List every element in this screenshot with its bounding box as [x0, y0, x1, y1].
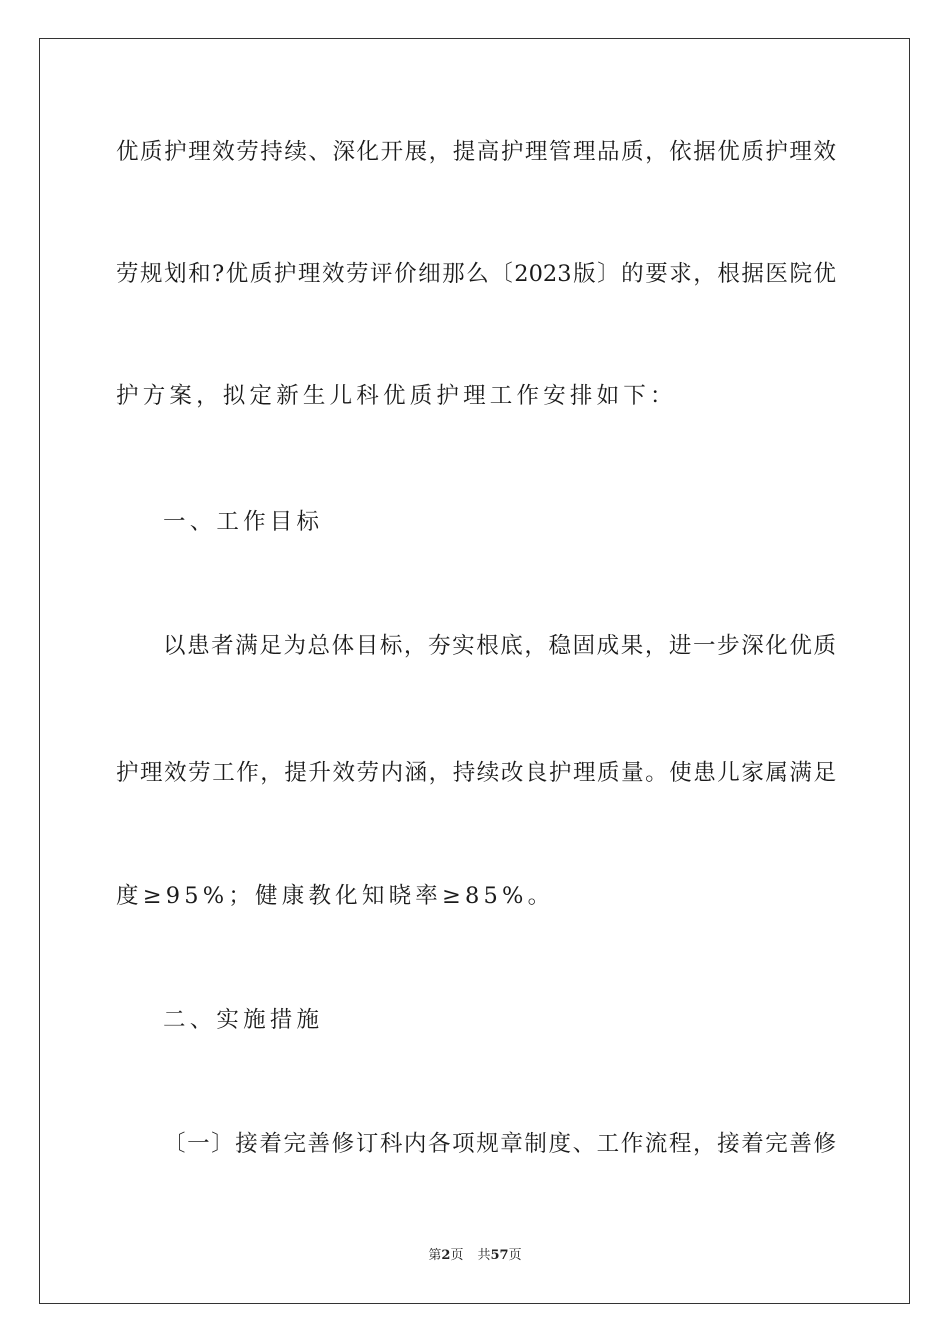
paragraph-line-9: 〔一〕接着完善修订科内各项规章制度、工作流程，接着完善修: [163, 1131, 836, 1157]
total-label-prefix: 共: [477, 1248, 491, 1263]
page-label-prefix: 第: [428, 1248, 442, 1263]
paragraph-line-2: 劳规划和?优质护理效劳评价细那么〔2023版〕的要求，根据医院优: [116, 261, 836, 287]
paragraph-line-5: 以患者满足为总体目标，夯实根底，稳固成果，进一步深化优质: [163, 633, 836, 659]
page-label-suffix: 页: [450, 1248, 464, 1263]
paragraph-line-7: 度≥95%；健康教化知晓率≥85%。: [116, 883, 555, 909]
total-page-count: 57: [490, 1248, 509, 1263]
paragraph-line-1: 优质护理效劳持续、深化开展，提高护理管理品质，依据优质护理效: [116, 139, 836, 165]
section-heading-goals: 一、工作目标: [163, 509, 324, 535]
current-page-number: 2: [441, 1248, 451, 1263]
page-border: [39, 38, 910, 1304]
section-heading-measures: 二、实施措施: [163, 1007, 324, 1033]
total-label-suffix: 页: [508, 1248, 522, 1263]
paragraph-line-3: 护方案，拟定新生儿科优质护理工作安排如下：: [116, 383, 677, 409]
paragraph-line-6: 护理效劳工作，提升效劳内涵，持续改良护理质量。使患儿家属满足: [116, 760, 836, 786]
page-footer: [0, 1247, 950, 1265]
